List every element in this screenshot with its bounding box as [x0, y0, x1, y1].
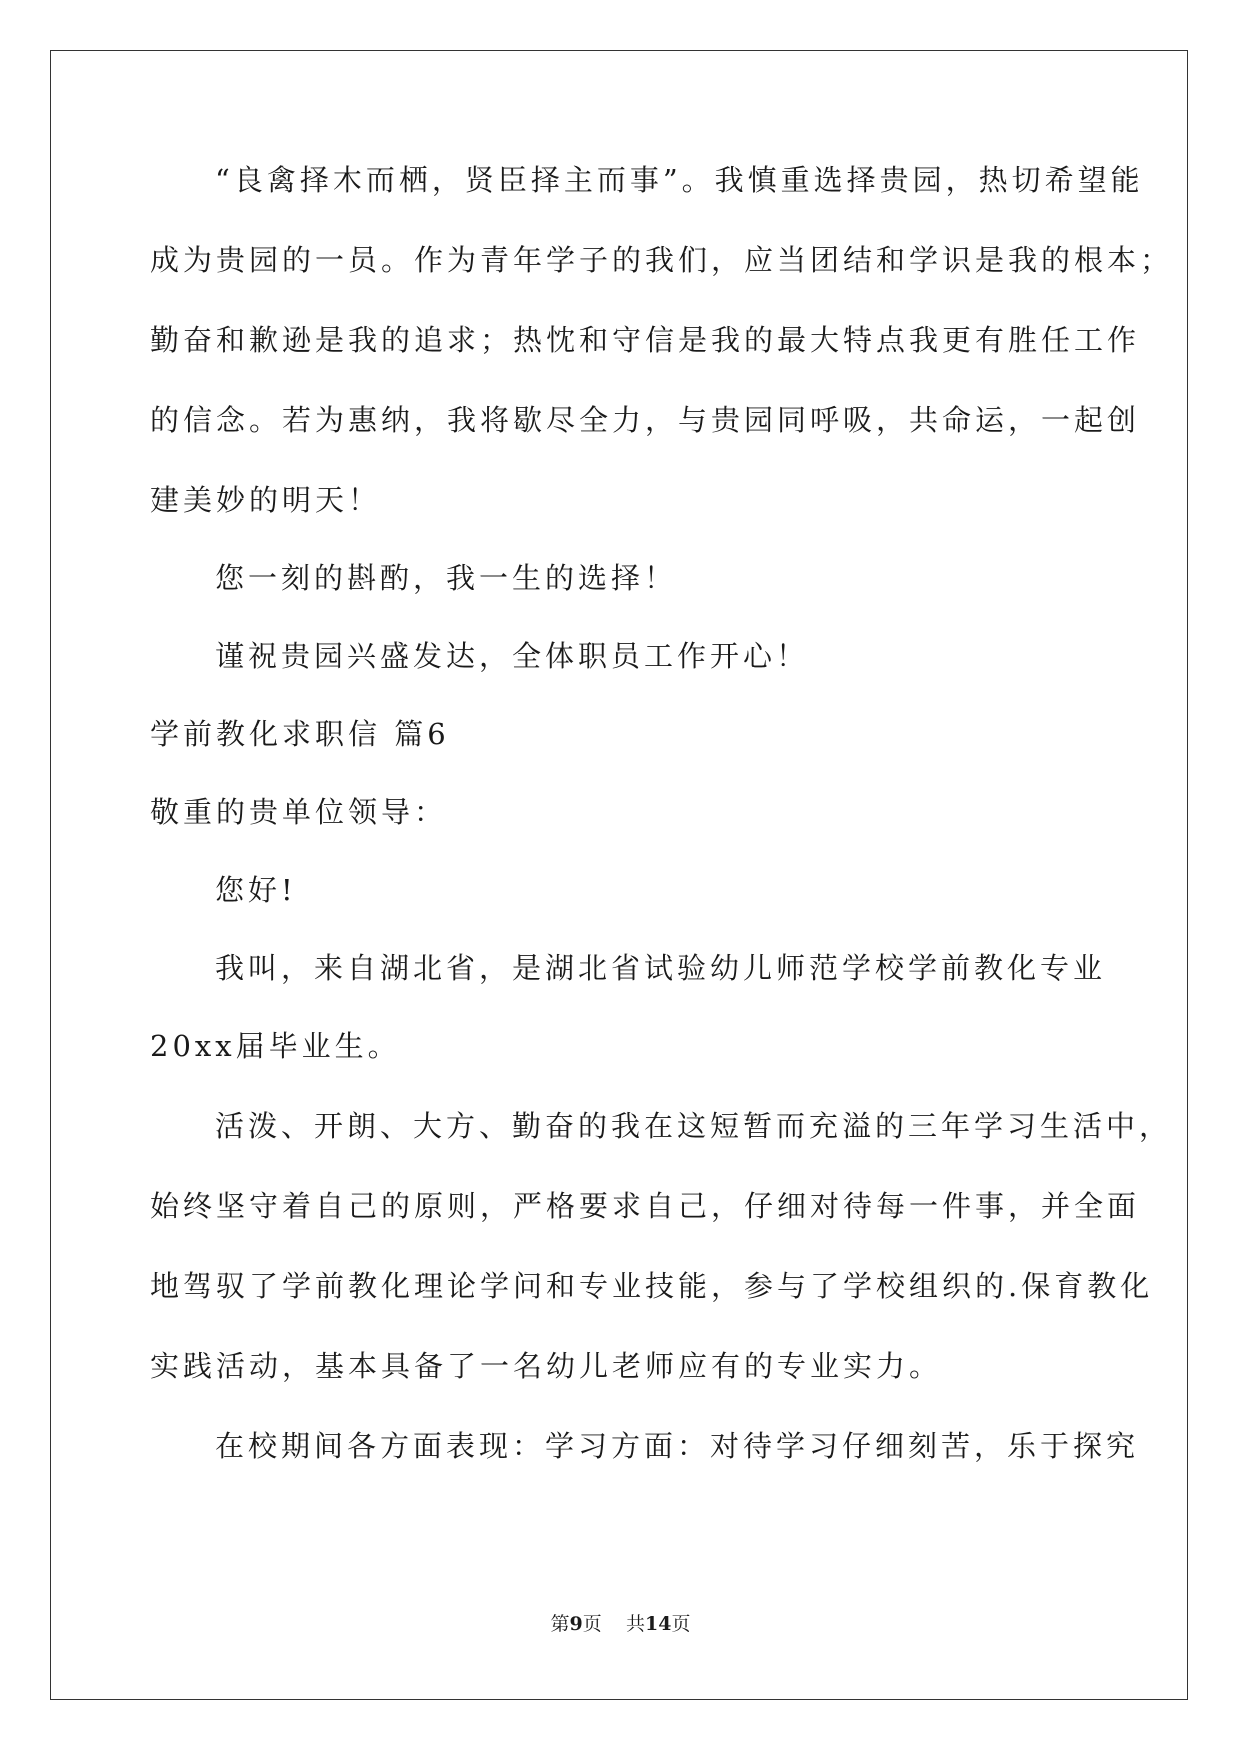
greeting: 您好!: [215, 873, 297, 907]
page-suffix: 页: [582, 1613, 602, 1635]
text-line: 我叫，来自湖北省，是湖北省试验幼儿师范学校学前教化专业: [215, 951, 1107, 985]
text-line: 始终坚守着自己的原则，严格要求自己，仔细对待每一件事，并全面: [150, 1189, 1141, 1223]
page-footer: [0, 1612, 1241, 1636]
salutation: 敬重的贵单位领导：: [150, 795, 448, 829]
text-line: 勤奋和歉逊是我的追求；热忱和守信是我的最大特点我更有胜任工作: [150, 323, 1141, 357]
page-number: 9: [569, 1613, 583, 1635]
text-line: 建美妙的明天！: [150, 483, 382, 517]
total-suffix: 页: [671, 1613, 691, 1635]
text-line: 在校期间各方面表现：学习方面：对待学习仔细刻苦，乐于探究: [215, 1429, 1140, 1463]
text-line: 您一刻的斟酌，我一生的选择！: [215, 561, 678, 595]
text-line: 活泼、开朗、大方、勤奋的我在这短暂而充溢的三年学习生活中，: [215, 1109, 1173, 1143]
section-heading: 学前教化求职信 篇6: [150, 717, 450, 751]
text-line: 实践活动，基本具备了一名幼儿老师应有的专业实力。: [150, 1349, 943, 1383]
total-pages: 14: [644, 1613, 672, 1635]
text-line: 20xx届毕业生。: [150, 1029, 401, 1063]
text-line: 的信念。若为惠纳，我将歇尽全力，与贵园同呼吸，共命运，一起创: [150, 403, 1141, 437]
total-prefix: 共: [625, 1613, 645, 1635]
text-line: “良禽择木而栖，贤臣择主而事”。我慎重选择贵园，热切希望能: [215, 163, 1144, 197]
text-line: 地驾驭了学前教化理论学问和专业技能，参与了学校组织的.保育教化: [150, 1269, 1154, 1303]
text-line: 成为贵园的一员。作为青年学子的我们，应当团结和学识是我的根本；: [150, 243, 1174, 277]
text-line: 谨祝贵园兴盛发达，全体职员工作开心！: [215, 639, 810, 673]
page-prefix: 第: [550, 1613, 570, 1635]
